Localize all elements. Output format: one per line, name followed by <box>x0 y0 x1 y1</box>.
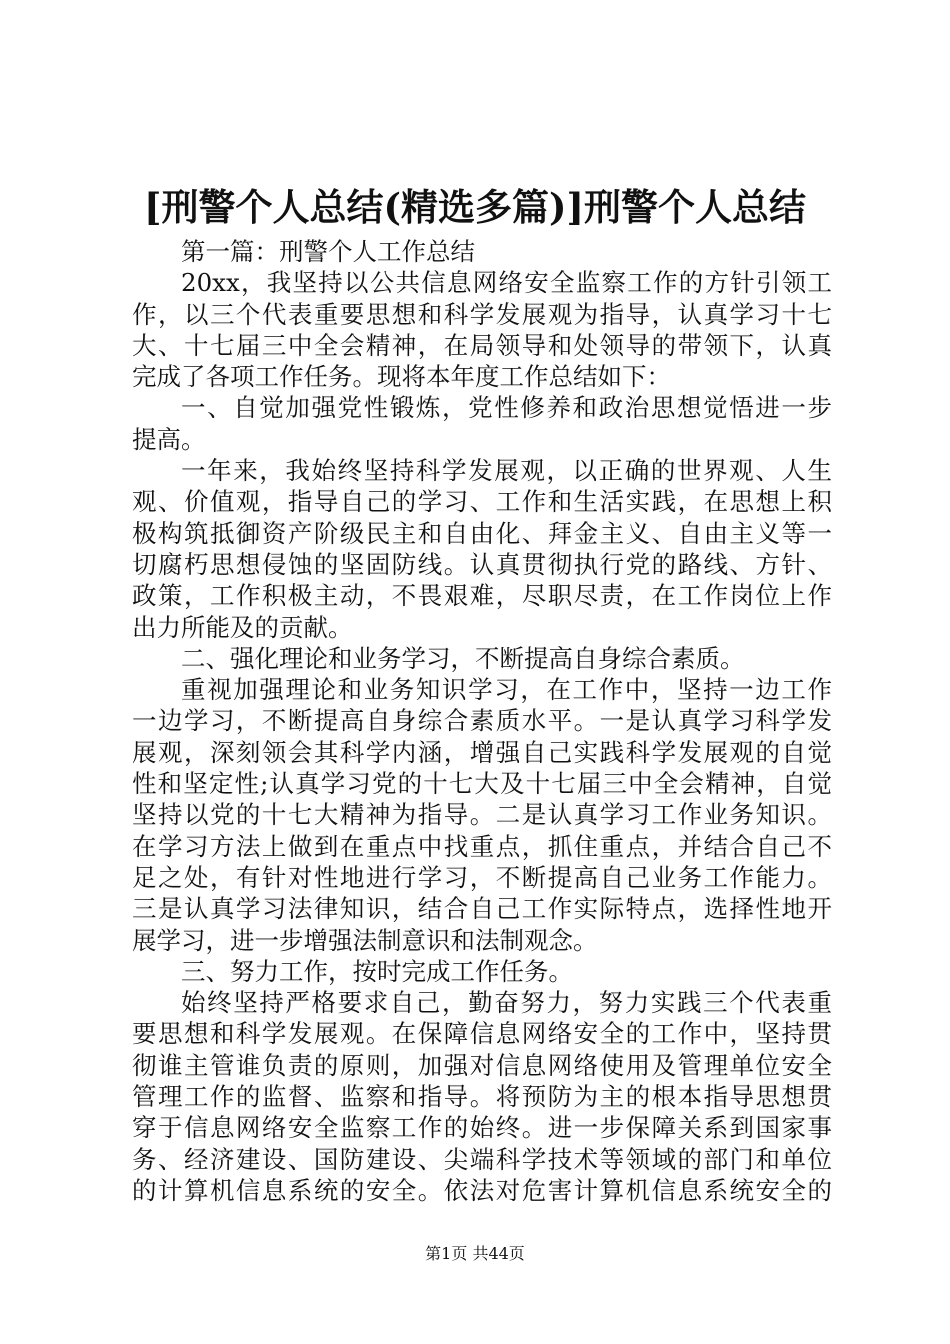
text-line: 20xx，我坚持以公共信息网络安全监察工作的方针引领工 <box>181 268 832 298</box>
text-line: 二、强化理论和业务学习，不断提高自身综合素质。 <box>181 643 745 673</box>
text-line: 观、价值观，指导自己的学习、工作和生活实践，在思想上积 <box>132 487 832 517</box>
text-line: 坚持以党的十七大精神为指导。二是认真学习工作业务知识。 <box>132 800 832 830</box>
document-title: [刑警个人总结(精选多篇)]刑警个人总结 <box>143 185 807 229</box>
text-line: 政策，工作积极主动，不畏艰难，尽职尽责，在工作岗位上作 <box>132 581 832 611</box>
text-line: 务、经济建设、国防建设、尖端科学技术等领域的部门和单位 <box>132 1144 832 1174</box>
text-line: 一年来，我始终坚持科学发展观，以正确的世界观、人生 <box>181 456 832 486</box>
text-line: 一、自觉加强党性锻炼，党性修养和政治思想觉悟进一步 <box>181 393 832 423</box>
text-line: 展观，深刻领会其科学内涵，增强自己实践科学发展观的自觉 <box>132 737 832 767</box>
text-line: 提高。 <box>132 424 206 454</box>
text-line: 作，以三个代表重要思想和科学发展观为指导，认真学习十七 <box>132 299 832 329</box>
document-body <box>132 236 832 1206</box>
text-line: 足之处，有针对性地进行学习，不断提高自己业务工作能力。 <box>132 862 832 892</box>
text-line: 的计算机信息系统的安全。依法对危害计算机信息系统安全的 <box>132 1175 832 1205</box>
text-line: 展学习，进一步增强法制意识和法制观念。 <box>132 925 598 955</box>
text-line: 彻谁主管谁负责的原则，加强对信息网络使用及管理单位安全 <box>132 1050 832 1080</box>
text-line: 一边学习，不断提高自身综合素质水平。一是认真学习科学发 <box>132 706 832 736</box>
page-footer: 第1页 共44页 <box>425 1244 525 1263</box>
text-line: 始终坚持严格要求自己，勤奋努力，努力实践三个代表重 <box>181 988 832 1018</box>
text-line: 三是认真学习法律知识，结合自己工作实际特点，选择性地开 <box>132 894 832 924</box>
text-line: 完成了各项工作任务。现将本年度工作总结如下： <box>132 362 671 392</box>
text-line: 重视加强理论和业务知识学习，在工作中，坚持一边工作 <box>181 675 832 705</box>
text-line: 在学习方法上做到在重点中找重点，抓住重点，并结合自己不 <box>132 831 832 861</box>
text-line: 要思想和科学发展观。在保障信息网络安全的工作中，坚持贯 <box>132 1019 832 1049</box>
text-line: 极构筑抵御资产阶级民主和自由化、拜金主义、自由主义等一 <box>132 518 832 548</box>
text-line: 三、努力工作，按时完成工作任务。 <box>181 956 573 986</box>
text-line: 大、十七届三中全会精神，在局领导和处领导的带领下，认真 <box>132 330 832 360</box>
text-line: 管理工作的监督、监察和指导。将预防为主的根本指导思想贯 <box>132 1082 832 1112</box>
text-line: 出力所能及的贡献。 <box>132 612 353 642</box>
text-line: 切腐朽思想侵蚀的坚固防线。认真贯彻执行党的路线、方针、 <box>132 549 832 579</box>
text-line: 性和坚定性;认真学习党的十七大及十七届三中全会精神，自觉 <box>132 769 832 799</box>
text-line: 穿于信息网络安全监察工作的始终。进一步保障关系到国家事 <box>132 1113 832 1143</box>
text-line: 第一篇：刑警个人工作总结 <box>181 237 475 266</box>
